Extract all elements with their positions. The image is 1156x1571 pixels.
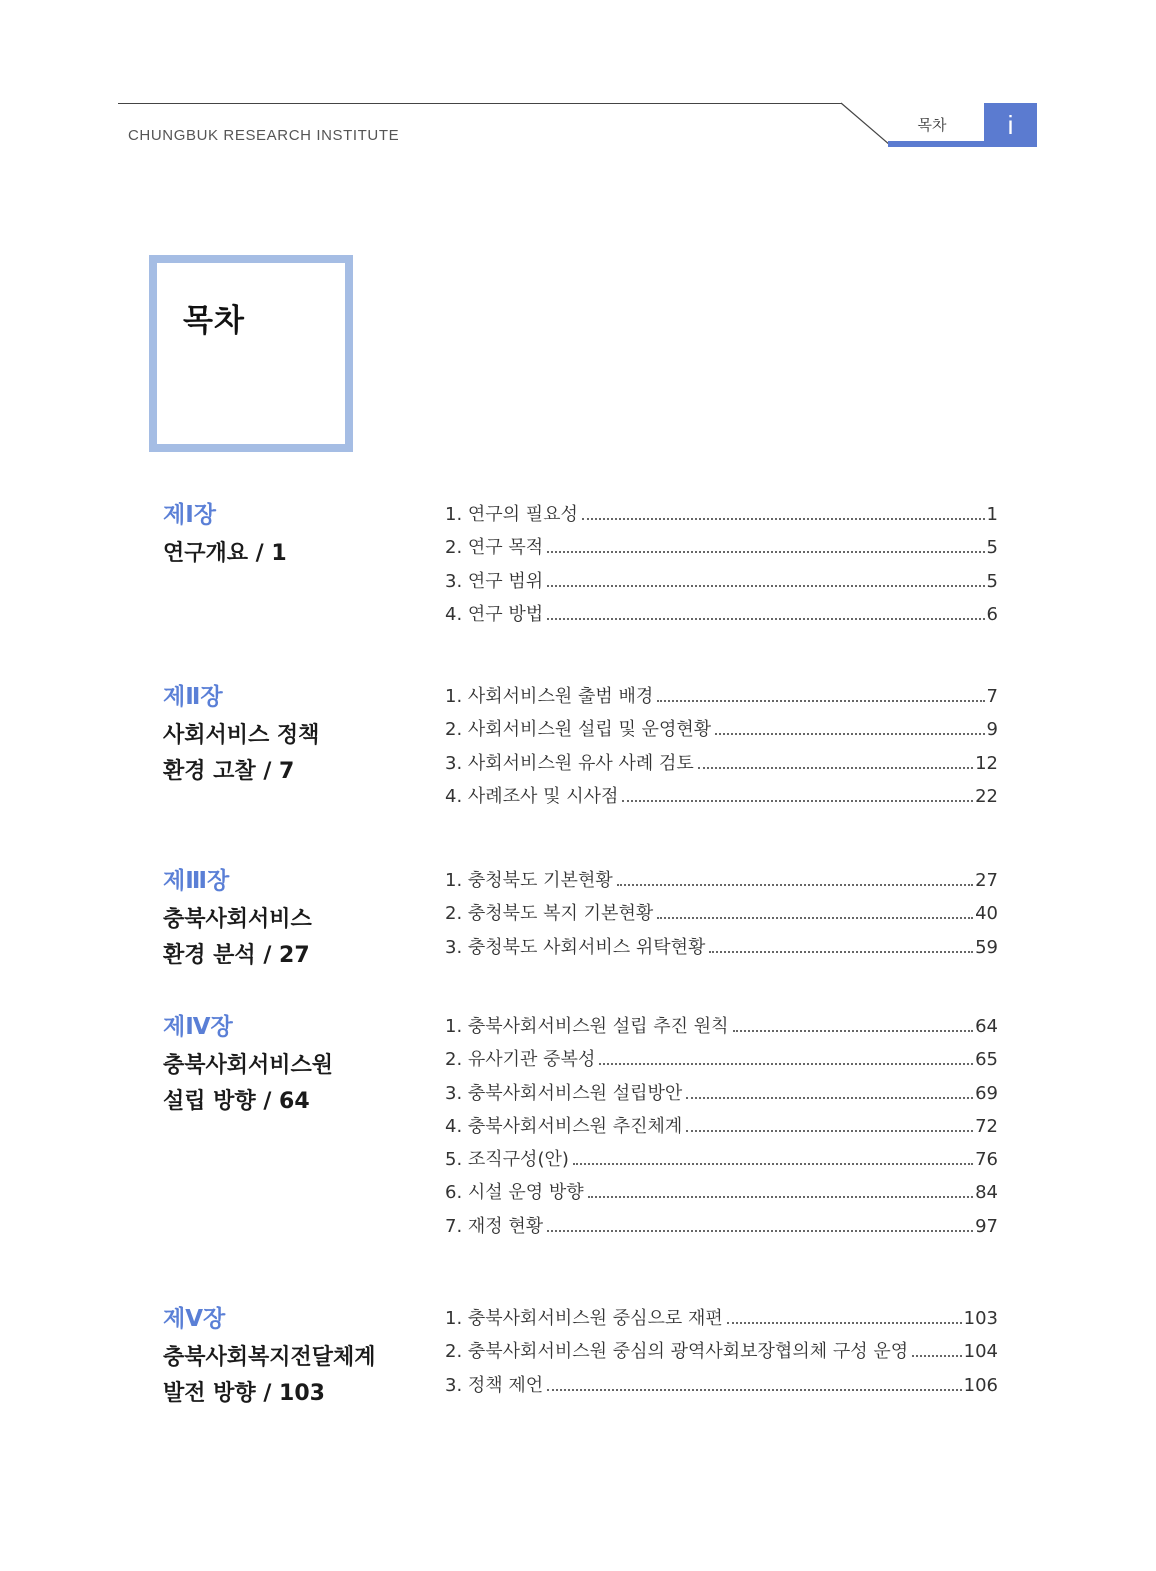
chapter-title-line: 환경 고찰 / 7 bbox=[163, 759, 295, 784]
leader-dots bbox=[709, 951, 973, 953]
chapter-number: 제Ⅳ장 bbox=[163, 1014, 233, 1040]
toc-entry-title: 3. 충북사회서비스원 설립방안 bbox=[445, 1082, 683, 1104]
toc-entry-page: 1 bbox=[986, 504, 998, 525]
toc-entry-page: 104 bbox=[963, 1341, 998, 1363]
toc-entry[interactable] bbox=[445, 1112, 998, 1145]
leader-dots bbox=[547, 551, 984, 553]
leader-dots bbox=[547, 618, 984, 620]
chapter-title-line: 환경 분석 / 27 bbox=[163, 943, 310, 968]
toc-entry-title: 4. 충북사회서비스원 추진체계 bbox=[445, 1115, 683, 1137]
leader-dots bbox=[617, 884, 973, 886]
chapter-heading-block bbox=[163, 500, 423, 572]
chapter-number: 제Ⅰ장 bbox=[163, 502, 216, 528]
leader-dots bbox=[727, 1322, 962, 1324]
header-accent-bar bbox=[888, 141, 984, 147]
toc-entry-page: 12 bbox=[975, 752, 998, 774]
toc-entry-page: 59 bbox=[975, 936, 998, 958]
toc-entry-page: 40 bbox=[975, 903, 998, 925]
toc-entry[interactable] bbox=[445, 749, 998, 782]
toc-entry[interactable] bbox=[445, 1212, 998, 1245]
leader-dots bbox=[573, 1163, 973, 1165]
leader-dots bbox=[599, 1063, 973, 1065]
toc-entry-title: 3. 사회서비스원 유사 사례 검토 bbox=[445, 752, 694, 774]
chapter-title-line: 발전 방향 / 103 bbox=[163, 1381, 325, 1406]
chapter-heading-block bbox=[163, 866, 423, 974]
leader-dots bbox=[547, 1230, 973, 1232]
leader-dots bbox=[698, 767, 973, 769]
toc-entry[interactable] bbox=[445, 1337, 998, 1370]
toc-entry[interactable] bbox=[445, 1304, 998, 1337]
chapter-title-line: 충북사회복지전달체계 bbox=[163, 1345, 376, 1370]
leader-dots bbox=[657, 917, 973, 919]
toc-entry[interactable] bbox=[445, 899, 998, 932]
toc-entry-title: 3. 정책 제언 bbox=[445, 1374, 544, 1396]
toc-entry-title: 2. 연구 목적 bbox=[445, 537, 544, 559]
toc-entry-page: 64 bbox=[975, 1016, 998, 1037]
toc-list bbox=[445, 500, 998, 633]
toc-list bbox=[445, 1012, 998, 1245]
toc-entry-title: 5. 조직구성(안) bbox=[445, 1149, 569, 1171]
title-box bbox=[149, 255, 353, 452]
chapter-number: 제Ⅲ장 bbox=[163, 868, 230, 894]
toc-entry[interactable] bbox=[445, 933, 998, 966]
toc-entry[interactable] bbox=[445, 567, 998, 600]
chapter-title-line: 설립 방향 / 64 bbox=[163, 1089, 310, 1114]
page-number: i bbox=[984, 103, 1037, 147]
toc-entry-title: 1. 충북사회서비스원 중심으로 재편 bbox=[445, 1308, 723, 1329]
section-label: 목차 bbox=[917, 116, 947, 134]
toc-entry-page: 9 bbox=[986, 719, 998, 741]
chapter-title-line: 사회서비스 정책 bbox=[163, 723, 320, 748]
header-rule bbox=[118, 103, 842, 104]
leader-dots bbox=[588, 1196, 973, 1198]
chapter-title bbox=[163, 1048, 423, 1120]
chapter-title-line: 충북사회서비스원 bbox=[163, 1053, 334, 1078]
toc-entry[interactable] bbox=[445, 1012, 998, 1045]
toc-entry-page: 22 bbox=[975, 785, 998, 807]
chapter-title bbox=[163, 902, 423, 974]
leader-dots bbox=[547, 1389, 961, 1391]
toc-entry-page: 84 bbox=[975, 1182, 998, 1204]
chapter-title-line: 연구개요 / 1 bbox=[163, 541, 287, 566]
toc-entry-title: 3. 충청북도 사회서비스 위탁현황 bbox=[445, 936, 706, 958]
toc-entry-page: 72 bbox=[975, 1115, 998, 1137]
toc-entry[interactable] bbox=[445, 1371, 998, 1404]
toc-entry-page: 27 bbox=[975, 870, 998, 891]
toc-entry-title: 1. 연구의 필요성 bbox=[445, 504, 578, 525]
leader-dots bbox=[686, 1097, 973, 1099]
toc-entry-title: 1. 사회서비스원 출범 배경 bbox=[445, 686, 654, 707]
leader-dots bbox=[582, 518, 985, 520]
toc-entry-title: 3. 연구 범위 bbox=[445, 570, 544, 592]
toc-entry-page: 7 bbox=[986, 686, 998, 707]
toc-entry-title: 2. 유사기관 중복성 bbox=[445, 1049, 596, 1071]
toc-entry[interactable] bbox=[445, 782, 998, 815]
toc-entry[interactable] bbox=[445, 1079, 998, 1112]
toc-entry-title: 1. 충북사회서비스원 설립 추진 원칙 bbox=[445, 1016, 729, 1037]
institute-name: CHUNGBUK RESEARCH INSTITUTE bbox=[128, 127, 400, 144]
chapter-heading-block bbox=[163, 682, 423, 790]
toc-list bbox=[445, 866, 998, 966]
toc-entry-page: 65 bbox=[975, 1049, 998, 1071]
chapter-title bbox=[163, 1340, 423, 1412]
toc-entry-title: 6. 시설 운영 방향 bbox=[445, 1182, 584, 1204]
toc-entry[interactable] bbox=[445, 533, 998, 566]
toc-entry-title: 4. 사례조사 및 시사점 bbox=[445, 785, 619, 807]
toc-entry-page: 69 bbox=[975, 1082, 998, 1104]
toc-entry[interactable] bbox=[445, 715, 998, 748]
leader-dots bbox=[657, 700, 984, 702]
toc-entry-title: 4. 연구 방법 bbox=[445, 603, 544, 625]
leader-dots bbox=[733, 1030, 974, 1032]
toc-entry-title: 1. 충청북도 기본현황 bbox=[445, 870, 613, 891]
toc-entry-title: 2. 사회서비스원 설립 및 운영현황 bbox=[445, 719, 712, 741]
toc-entry-page: 5 bbox=[986, 570, 998, 592]
toc-entry[interactable] bbox=[445, 866, 998, 899]
toc-entry[interactable] bbox=[445, 1178, 998, 1211]
toc-list bbox=[445, 1304, 998, 1404]
toc-entry[interactable] bbox=[445, 1045, 998, 1078]
toc-entry[interactable] bbox=[445, 1145, 998, 1178]
chapter-heading-block bbox=[163, 1304, 423, 1412]
chapter-title bbox=[163, 536, 423, 572]
chapter-number: 제Ⅴ장 bbox=[163, 1306, 226, 1332]
toc-entry-title: 7. 재정 현황 bbox=[445, 1215, 544, 1237]
page-title: 목차 bbox=[183, 303, 245, 339]
chapter-number: 제Ⅱ장 bbox=[163, 684, 223, 710]
chapter-title-line: 충북사회서비스 bbox=[163, 907, 312, 932]
toc-entry-page: 76 bbox=[975, 1149, 998, 1171]
leader-dots bbox=[622, 800, 973, 802]
toc-entry-title: 2. 충북사회서비스원 중심의 광역사회보장협의체 구성 운영 bbox=[445, 1341, 909, 1363]
toc-entry-page: 5 bbox=[986, 537, 998, 559]
leader-dots bbox=[547, 585, 984, 587]
toc-entry[interactable] bbox=[445, 682, 998, 715]
toc-entry[interactable] bbox=[445, 600, 998, 633]
chapter-title bbox=[163, 718, 423, 790]
leader-dots bbox=[686, 1130, 973, 1132]
toc-entry-page: 97 bbox=[975, 1215, 998, 1237]
chapter-heading-block bbox=[163, 1012, 423, 1120]
toc-entry[interactable] bbox=[445, 500, 998, 533]
leader-dots bbox=[715, 733, 984, 735]
toc-entry-page: 106 bbox=[963, 1374, 998, 1396]
leader-dots bbox=[912, 1355, 962, 1357]
toc-entry-title: 2. 충청북도 복지 기본현황 bbox=[445, 903, 654, 925]
toc-list bbox=[445, 682, 998, 815]
toc-entry-page: 6 bbox=[986, 603, 998, 625]
toc-entry-page: 103 bbox=[963, 1308, 998, 1329]
